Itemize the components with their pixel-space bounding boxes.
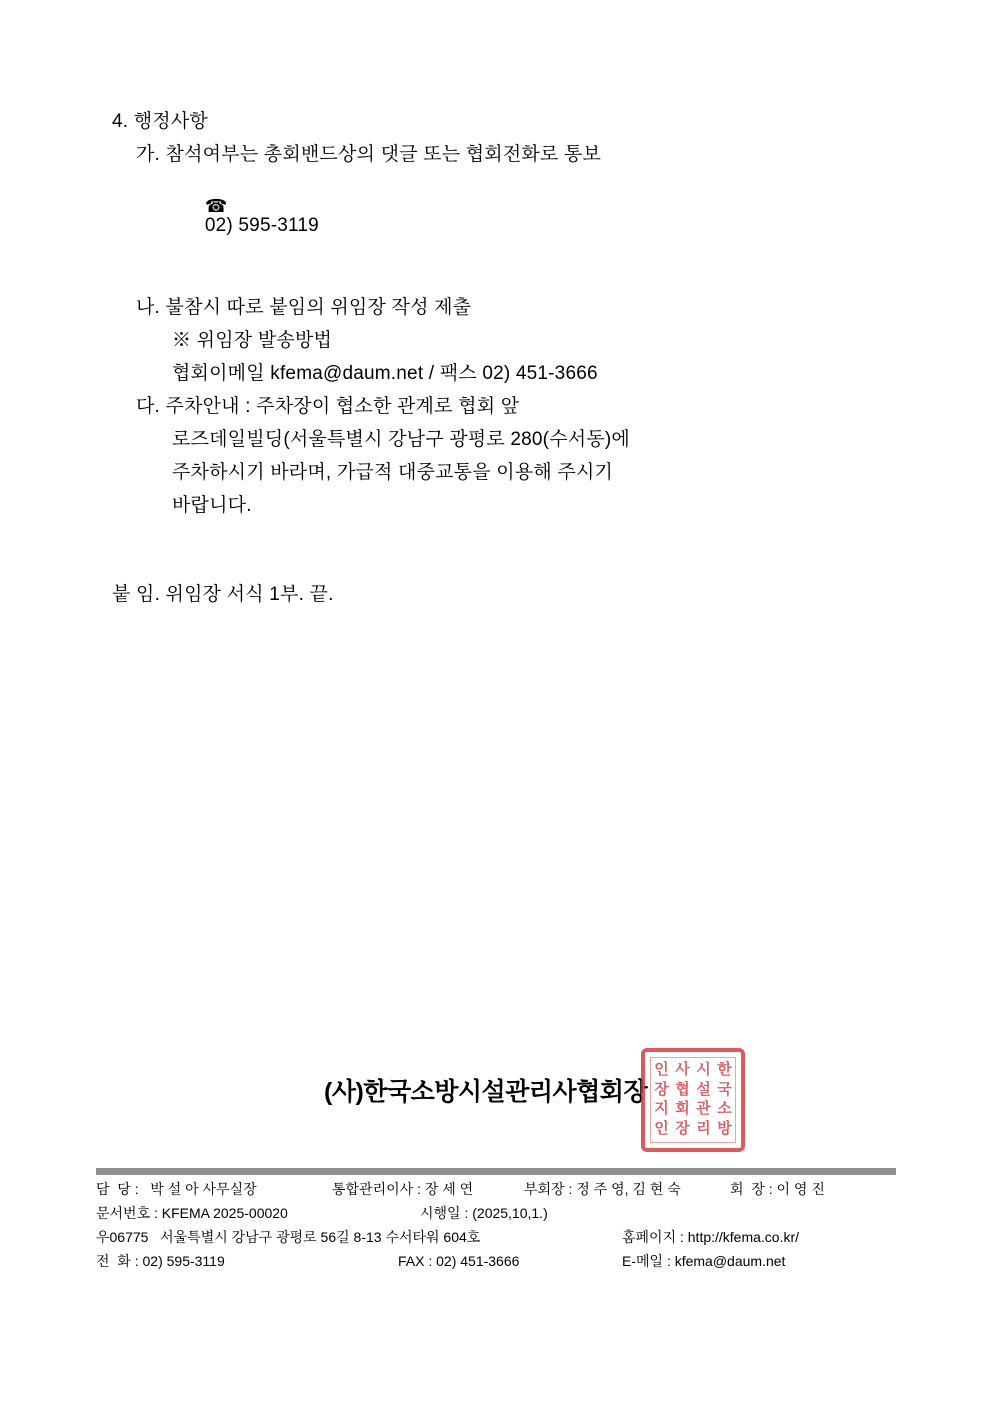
seal-char: 지 [654, 1101, 669, 1118]
seal-char: 장 [654, 1081, 669, 1098]
section-item-na-note: ※ 위임장 발송방법 [172, 330, 333, 351]
document-body [0, 0, 992, 604]
footer-row-contact [96, 1254, 916, 1278]
footer-document-number: 문서번호 : KFEMA 2025-00020 [96, 1205, 288, 1221]
footer-manager: 통합관리이사 : 장 세 연 [332, 1181, 474, 1197]
spacer [0, 515, 992, 559]
seal-char: 인 [654, 1061, 669, 1078]
section-heading-4: 4. 행정사항 [112, 111, 208, 132]
spacer [0, 416, 992, 430]
seal-char: 회 [675, 1101, 690, 1118]
section-item-na-contact: 협회이메일 kfema@daum.net / 팩스 02) 451-3666 [172, 363, 598, 384]
seal-char: 인 [654, 1121, 669, 1138]
section-item-da-line4: 바랍니다. [172, 495, 252, 516]
seal-column [693, 1058, 714, 1142]
section-item-da-line2: 로즈데일빌딩(서울특별시 강남구 광평로 280(수서동)에 [172, 429, 630, 450]
footer-telephone: 전 화 : 02) 595-3119 [96, 1253, 225, 1269]
spacer [0, 482, 992, 496]
telephone-icon: ☎ [204, 196, 228, 216]
seal-column [651, 1058, 672, 1142]
footer-divider [96, 1168, 896, 1175]
section-item-da: 다. 주차안내 : 주차장이 협소한 관계로 협회 앞 [136, 396, 520, 417]
organization-name: (사)한국소방시설관리사협회장 [324, 1078, 648, 1106]
spacer [0, 164, 992, 178]
section-item-ga: 가. 참석여부는 총회밴드상의 댓글 또는 협회전화로 통보 [136, 144, 602, 165]
phone-line [172, 178, 992, 254]
footer-homepage[interactable]: 홈페이지 : http://kfema.co.kr/ [622, 1229, 800, 1245]
footer-fax: FAX : 02) 451-3666 [398, 1253, 520, 1269]
spacer [0, 131, 992, 145]
footer-enforcement-date: 시행일 : (2025,10,1.) [420, 1205, 548, 1221]
footer-row-staff [96, 1182, 916, 1206]
spacer [0, 317, 992, 331]
seal-char: 장 [675, 1121, 690, 1138]
spacer [0, 254, 992, 298]
footer-row-docno [96, 1206, 916, 1230]
spacer [0, 383, 992, 397]
spacer [0, 350, 992, 364]
section-item-na: 나. 불참시 따로 붙임의 위임장 작성 제출 [136, 297, 472, 318]
attachment-line: 붙 임. 위임장 서식 1부. 끝. [112, 584, 334, 605]
seal-char: 방 [717, 1121, 732, 1138]
seal-char: 설 [696, 1081, 711, 1098]
seal-char: 시 [696, 1061, 711, 1078]
phone-number: 02) 595-3119 [204, 215, 319, 236]
seal-char: 협 [675, 1081, 690, 1098]
seal-char: 국 [717, 1081, 732, 1098]
seal-char: 한 [717, 1061, 732, 1078]
footer-president: 회 장 : 이 영 진 [730, 1181, 825, 1197]
seal-char: 소 [717, 1101, 732, 1118]
footer-email[interactable]: E-메일 : kfema@daum.net [622, 1253, 786, 1269]
seal-column [714, 1058, 735, 1142]
footer-staff-label: 담 당 : 박 설 아 사무실장 [96, 1181, 257, 1197]
seal-column [672, 1058, 693, 1142]
spacer [0, 449, 992, 463]
seal-char: 사 [675, 1061, 690, 1078]
footer-vice-president: 부회장 : 정 주 영, 김 현 숙 [524, 1181, 681, 1197]
spacer [0, 559, 992, 585]
seal-char: 관 [696, 1101, 711, 1118]
official-seal-stamp [641, 1048, 745, 1152]
seal-char: 리 [696, 1121, 711, 1138]
footer-address: 우06775 서울특별시 강남구 광평로 56길 8-13 수서타워 604호 [96, 1229, 481, 1245]
section-item-da-line3: 주차하시기 바라며, 가급적 대중교통을 이용해 주시기 [172, 462, 614, 483]
footer-row-address [96, 1230, 916, 1254]
footer [96, 1182, 916, 1278]
seal-inner-frame [650, 1057, 736, 1143]
